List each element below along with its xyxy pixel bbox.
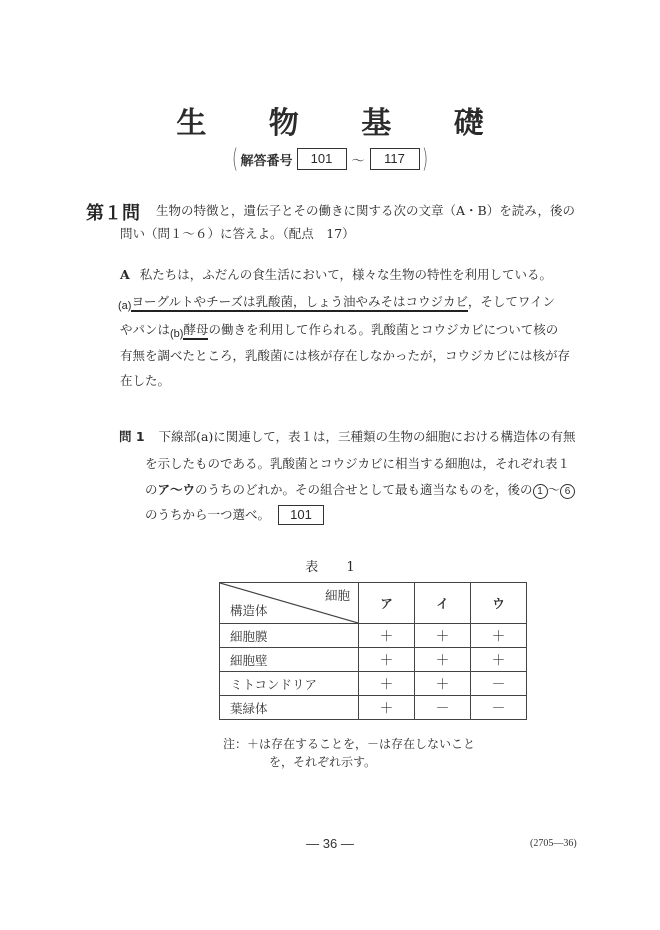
table-cell: ＋ xyxy=(415,624,471,648)
q1-text1: 下線部(a)に関連して，表１は，三種類の生物の細胞における構造体の有無 xyxy=(158,429,576,444)
answer-range-separator: 〜 xyxy=(351,152,365,168)
page-code: (2705—36) xyxy=(530,838,577,849)
paren-open: ( xyxy=(232,144,239,174)
question-intro-line2: 問い（問１〜６）に答えよ。（配点 17） xyxy=(120,226,355,241)
q1-label: 問 1 xyxy=(119,429,145,444)
row-label: 細胞膜 xyxy=(220,624,359,648)
table-cell: － xyxy=(471,696,527,720)
q1-line4 xyxy=(145,503,324,527)
section-a-text1: 私たちは，ふだんの食生活において，様々な生物の特性を利用している。 xyxy=(139,267,552,282)
underlined-text-b: 酵母 xyxy=(183,322,208,340)
section-a-label: A xyxy=(120,267,130,282)
section-a-line1 xyxy=(120,263,552,287)
q1-tilde: 〜 xyxy=(547,482,561,497)
row-label: 葉緑体 xyxy=(220,696,359,720)
table-corner-cell xyxy=(220,583,359,624)
corner-label-cell: 細胞 xyxy=(324,588,350,603)
underline-marker-a: (a) xyxy=(118,300,132,312)
table-cell: ＋ xyxy=(415,672,471,696)
section-a-line5: 在した。 xyxy=(120,373,171,388)
table-row xyxy=(220,648,527,672)
table-cell: ＋ xyxy=(359,648,415,672)
choice-circle-1: 1 xyxy=(533,484,548,499)
answer-end-box: 117 xyxy=(370,148,420,170)
table-note-line2: を，それぞれ示す。 xyxy=(269,755,377,769)
answer-number-label: 解答番号 xyxy=(240,153,293,169)
q1-text3-pre: の xyxy=(145,482,158,497)
q1-text3-mid: のうちのどれか。その組合せとして最も適当なものを，後の xyxy=(195,482,533,497)
table-cell: － xyxy=(415,696,471,720)
table-note-line1: 注：＋は存在することを，－は存在しないこと xyxy=(223,737,476,751)
section-a-text3-pre: やパンは xyxy=(120,322,171,337)
q1-line1 xyxy=(119,425,576,449)
table-cell: ＋ xyxy=(359,624,415,648)
q1-line3 xyxy=(145,478,575,502)
table-cell: ＋ xyxy=(471,648,527,672)
question-heading: 第１問 xyxy=(86,203,140,224)
section-a-line2 xyxy=(118,290,558,318)
table-cell: ＋ xyxy=(359,696,415,720)
question-intro-line1: 生物の特徴と，遺伝子とその働きに関する次の文章（A・B）を読み，後の xyxy=(156,203,575,218)
table-row xyxy=(220,624,527,648)
table-cell: － xyxy=(471,672,527,696)
q1-text4: のうちから一つ選べ。 xyxy=(145,507,271,522)
corner-label-structure: 構造体 xyxy=(230,603,268,618)
section-a-text3: の働きを利用して作られる。乳酸菌とコウジカビについて核の xyxy=(208,322,559,337)
section-a-line4: 有無を調べたところ，乳酸菌には核が存在しなかったが，コウジカビには核が存 xyxy=(120,348,571,363)
section-a-line3 xyxy=(120,318,560,346)
column-header-i: イ xyxy=(415,583,471,624)
table-cell: ＋ xyxy=(415,648,471,672)
table-cell: ＋ xyxy=(359,672,415,696)
choice-circle-6: 6 xyxy=(560,484,575,499)
table-row xyxy=(220,696,527,720)
table-caption: 表 1 xyxy=(305,560,367,575)
page-number: — 36 — xyxy=(306,836,354,851)
table-header-row xyxy=(220,583,527,624)
table-1 xyxy=(219,582,527,720)
section-a-text2: ，そしてワイン xyxy=(467,294,555,309)
row-label: ミトコンドリア xyxy=(220,672,359,696)
answer-number-range xyxy=(0,146,660,172)
q1-choices-bold: ア〜ウ xyxy=(157,482,196,497)
paren-close: ) xyxy=(421,144,428,174)
q1-line2: を示したものである。乳酸菌とコウジカビに相当する細胞は，それぞれ表１ xyxy=(145,456,571,471)
table-row xyxy=(220,672,527,696)
row-label: 細胞壁 xyxy=(220,648,359,672)
answer-start-box: 101 xyxy=(297,148,347,170)
column-header-u: ウ xyxy=(471,583,527,624)
table-cell: ＋ xyxy=(471,624,527,648)
underlined-text-a: ヨーグルトやチーズは乳酸菌，しょう油やみそはコウジカビ xyxy=(131,294,467,312)
table-note xyxy=(223,735,475,771)
page-title: 生 物 基 礎 xyxy=(176,106,510,141)
q1-answer-box: 101 xyxy=(278,505,324,525)
column-header-a: ア xyxy=(359,583,415,624)
underline-marker-b: (b) xyxy=(170,328,184,340)
